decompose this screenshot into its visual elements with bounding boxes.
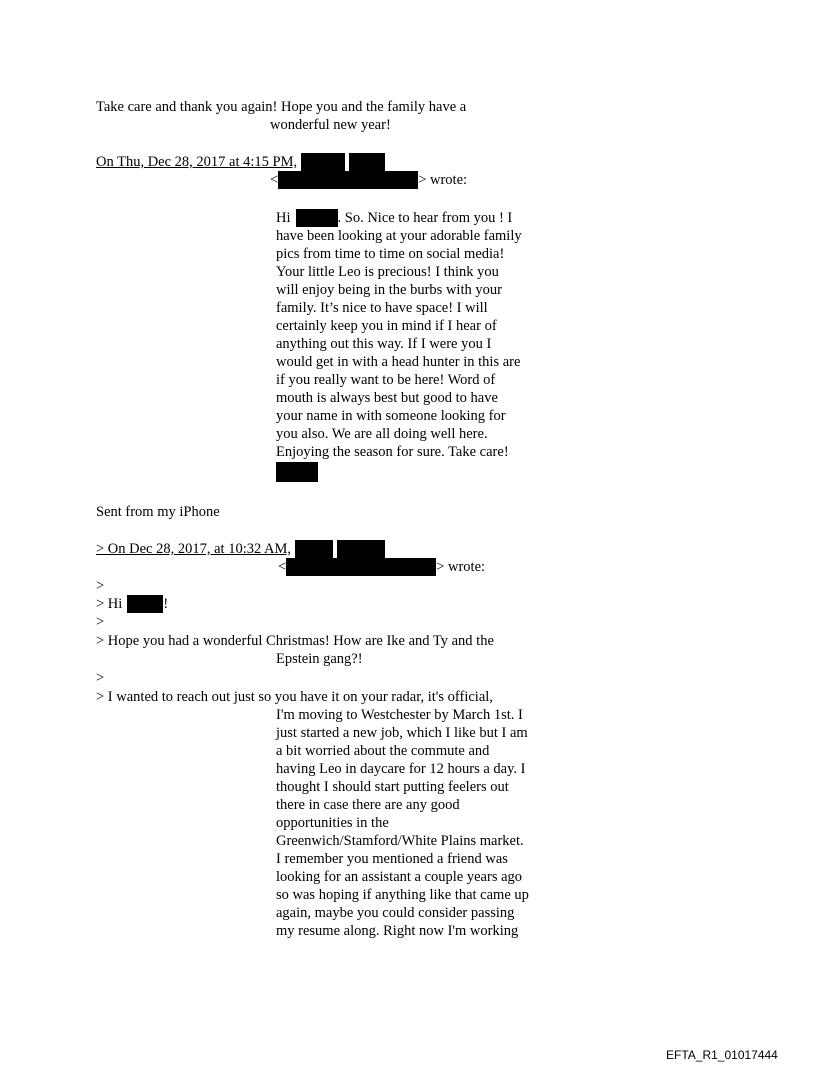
quoted-body-line: again, maybe you could consider passing xyxy=(276,905,515,921)
reply-body-line: Enjoying the season for sure. Take care! xyxy=(276,444,509,460)
redaction-block xyxy=(127,595,163,613)
sent-from-iphone: Sent from my iPhone xyxy=(96,504,220,520)
reply-body-line: would get in with a head hunter in this are xyxy=(276,354,521,370)
closing-line-2: wonderful new year! xyxy=(270,117,391,133)
reply-body-line: if you really want to be here! Word of xyxy=(276,372,496,388)
quoted-body-line: my resume along. Right now I'm working xyxy=(276,923,519,939)
quoted-body-line: I'm moving to Westchester by March 1st. I xyxy=(276,707,523,723)
quoted-header-date: > On Dec 28, 2017, at 10:32 AM, xyxy=(96,541,292,557)
reply-body-line: pics from time to time on social media! xyxy=(276,246,505,262)
quoted-header-wrote: > wrote: xyxy=(436,559,486,575)
quoted-greeting-hi: > Hi xyxy=(96,596,123,612)
redaction-block xyxy=(278,171,418,189)
reply-body-line: mouth is always best but good to have xyxy=(276,390,498,406)
quote-marker: > xyxy=(96,614,105,630)
reply-greeting-hi: Hi xyxy=(276,210,291,226)
quoted-body-line: thought I should start putting feelers out xyxy=(276,779,509,795)
quoted-body-line: looking for an assistant a couple years ago xyxy=(276,869,523,885)
reply-header-wrote: > wrote: xyxy=(418,172,468,188)
redaction-block xyxy=(337,540,385,558)
redaction-block xyxy=(349,153,385,171)
reply-body-line: have been looking at your adorable family xyxy=(276,228,522,244)
quote-marker: > xyxy=(96,670,105,686)
quoted-body-line: having Leo in daycare for 12 hours a day. I xyxy=(276,761,526,777)
quoted-header-line xyxy=(96,540,385,558)
reply-body-line: anything out this way. If I were you I xyxy=(276,336,492,352)
reply-header-date: On Thu, Dec 28, 2017 at 4:15 PM, xyxy=(96,154,298,170)
reply-body-line xyxy=(276,209,512,227)
quoted-hope-line-2: Epstein gang?! xyxy=(276,651,363,667)
email-open-bracket: < xyxy=(278,559,287,575)
closing-line-1: Take care and thank you again! Hope you and the family have a xyxy=(96,99,467,115)
redaction-block xyxy=(295,540,333,558)
reply-header-email-line xyxy=(270,171,467,189)
quoted-body-line: there in case there are any good xyxy=(276,797,460,813)
quoted-greeting-line xyxy=(96,595,168,613)
quoted-greeting-end: ! xyxy=(163,596,169,612)
redaction-block xyxy=(286,558,436,576)
quoted-body-line: Greenwich/Stamford/White Plains market. xyxy=(276,833,524,849)
redaction-block xyxy=(296,209,338,227)
reply-body-line: Your little Leo is precious! I think you xyxy=(276,264,499,280)
quoted-body-line: so was hoping if anything like that came up xyxy=(276,887,529,903)
redaction-block xyxy=(301,153,345,171)
redaction-block xyxy=(276,462,318,482)
reply-body-line: you also. We are all doing well here. xyxy=(276,426,488,442)
quoted-body-line: I remember you mentioned a friend was xyxy=(276,851,508,867)
document-id-footer: EFTA_R1_01017444 xyxy=(666,1048,778,1062)
reply-body-line: family. It’s nice to have space! I will xyxy=(276,300,488,316)
reply-body-line: your name in with someone looking for xyxy=(276,408,506,424)
quoted-body-line: just started a new job, which I like but I am xyxy=(276,725,528,741)
reply-header-line xyxy=(96,153,385,171)
quoted-header-email-line xyxy=(278,558,485,576)
quote-marker: > xyxy=(96,578,105,594)
quoted-body-line: a bit worried about the commute and xyxy=(276,743,490,759)
quoted-body-line: opportunities in the xyxy=(276,815,389,831)
reply-body-line: will enjoy being in the burbs with your xyxy=(276,282,502,298)
reply-body-text: . So. Nice to hear from you ! I xyxy=(337,210,513,226)
email-open-bracket: < xyxy=(270,172,279,188)
quoted-wanted-line-1: > I wanted to reach out just so you have it on your radar, it's official, xyxy=(96,689,493,705)
quoted-hope-line-1: > Hope you had a wonderful Christmas! How are Ike and Ty and the xyxy=(96,633,494,649)
reply-body-line: certainly keep you in mind if I hear of xyxy=(276,318,497,334)
